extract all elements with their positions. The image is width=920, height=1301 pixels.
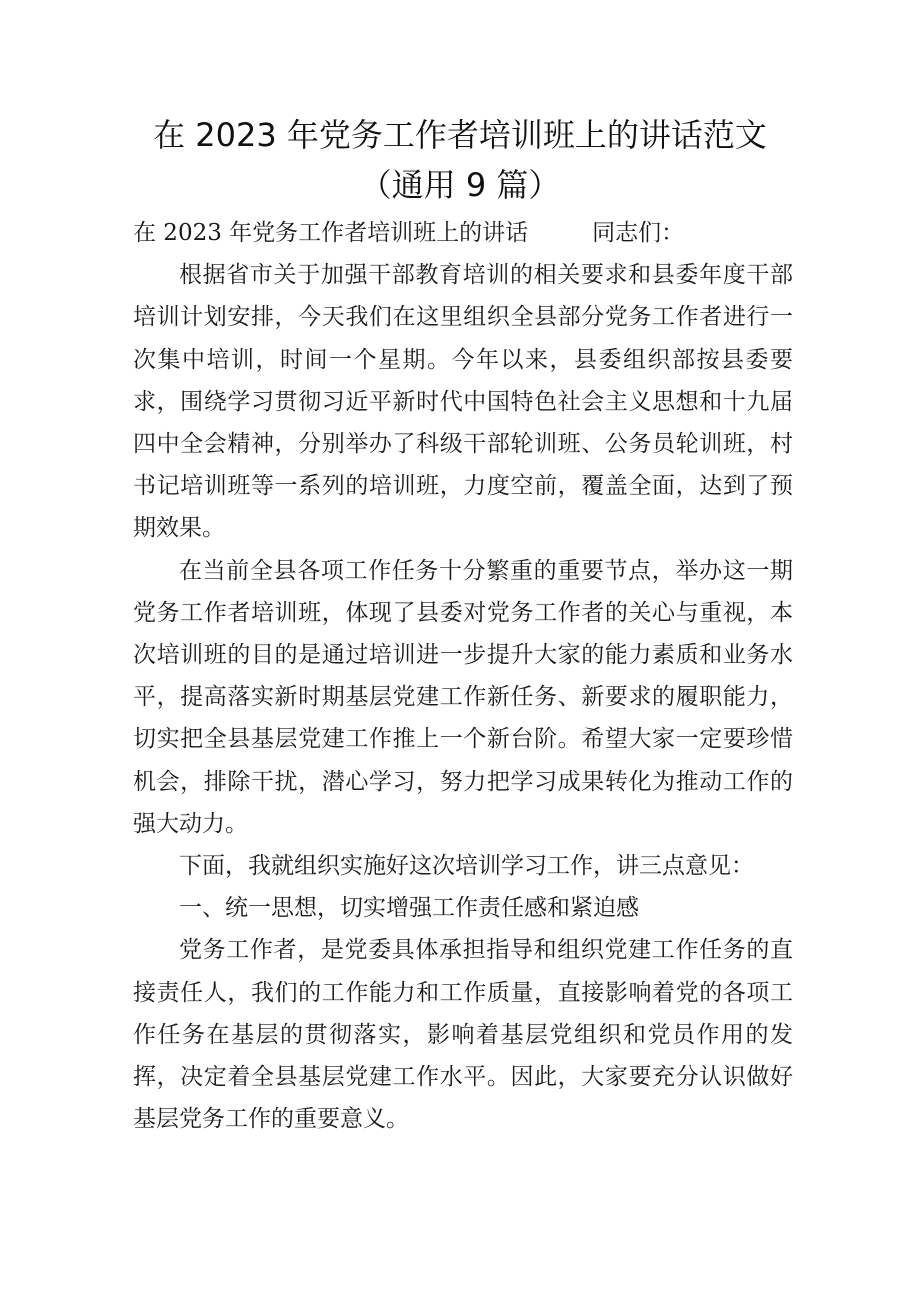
paragraph-1: 根据省市关于加强干部教育培训的相关要求和县委年度干部培训计划安排，今天我们在这里组织全县部分党务工作者进行一次集中培训，时间一个星期。今年以来，县委组织部按县委要求，围绕学习贯彻习近平新时代中国特色社会主义思想和十九届四中全会精神，分别举办了科级干部轮训班、公务员轮训班，村书记培训班等一系列的培训班，力度空前，覆盖全面，达到了预期效果。: [133, 262, 793, 542]
speech-subtitle: 在 2023 年党务工作者培训班上的讲话: [133, 220, 529, 246]
speech-header: [133, 212, 793, 254]
document-title: 在 2023 年党务工作者培训班上的讲话范文: [153, 116, 767, 154]
section-paragraph: 党务工作者，是党委具体承担指导和组织党建工作任务的直接责任人，我们的工作能力和工作质量，直接影响着党的各项工作任务在基层的贯彻落实，影响着基层党组织和党员作用的发挥，决定着全县基层党建工作水平。因此，大家要充分认识做好基层党务工作的重要意义。: [133, 937, 793, 1133]
salutation: 同志们：: [592, 220, 685, 246]
section-heading: 一、统一思想，切实增强工作责任感和紧迫感: [179, 895, 639, 922]
document-body: [133, 212, 793, 1140]
document-title-subline: （通用 9 篇）: [359, 166, 561, 204]
paragraph-3: 下面，我就组织实施好这次培训学习工作，讲三点意见：: [179, 853, 754, 880]
paragraph-2: 在当前全县各项工作任务十分繁重的重要节点，举办这一期党务工作者培训班，体现了县委对党务工作者的关心与重视，本次培训班的目的是通过培训进一步提升大家的能力素质和业务水平，提高落实新时期基层党建工作新任务、新要求的履职能力，切实把全县基层党建工作推上一个新台阶。希望大家一定要珍惜机会，排除干扰，潜心学习，努力把学习成果转化为推动工作的强大动力。: [133, 557, 793, 837]
